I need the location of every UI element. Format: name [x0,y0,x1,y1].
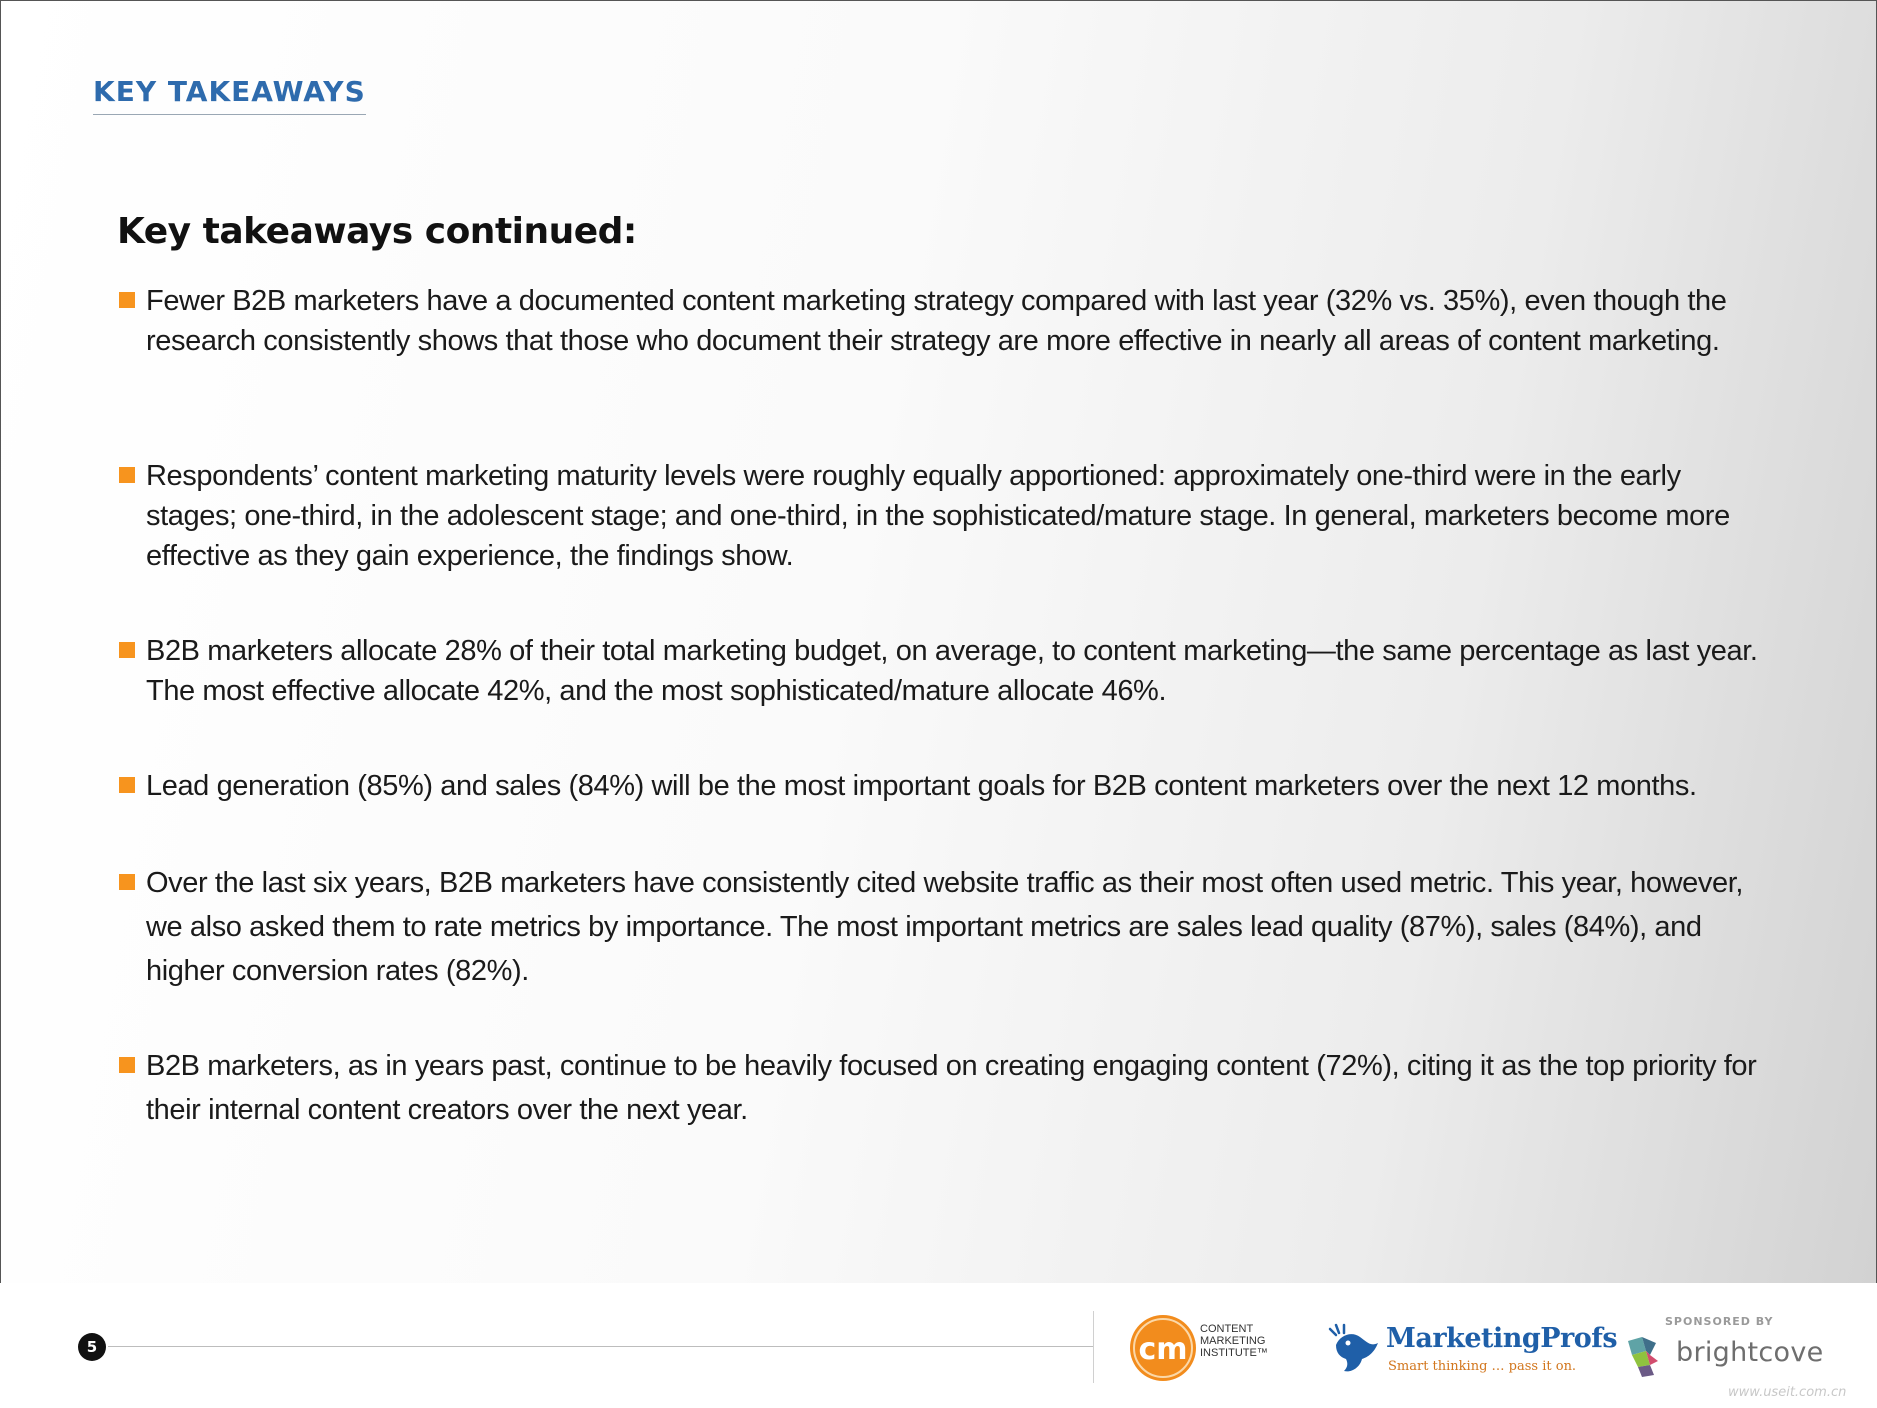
takeaway-item [117,281,1777,361]
bullet-square-icon [119,642,135,658]
marketingprofs-name: MarketingProfs [1386,1323,1618,1354]
watermark: www.useit.com.cn [1728,1385,1847,1400]
takeaway-text: Respondents’ content marketing maturity levels were roughly equally apportioned: approximately one-third were in the early stages; one-third, in the adolescent stage; and one-third, in the sophisticated/mature stage. In general, marketers become more effective as they gain experience, the findings show. [146,460,1730,572]
bullet-square-icon [119,777,135,793]
bullet-square-icon [119,874,135,890]
takeaway-item [117,766,1697,806]
takeaway-item [117,861,1777,993]
cmi-line: MARKETING [1200,1335,1266,1347]
bullet-square-icon [119,292,135,308]
cmi-line: INSTITUTE™ [1200,1347,1268,1359]
bullet-square-icon [119,1057,135,1073]
takeaway-item [117,631,1777,711]
takeaway-text: Fewer B2B marketers have a documented content marketing strategy compared with last year (32% vs. 35%), even though the research consistently shows that those who document their strategy are more effective in nearly all areas of content marketing. [146,285,1727,357]
brightcove-name: brightcove [1676,1337,1824,1368]
cmi-logo-icon [1128,1313,1198,1383]
takeaway-item [117,1044,1777,1132]
footer [0,1283,1877,1408]
cmi-wordmark [1200,1323,1268,1359]
takeaway-item [117,456,1777,576]
footer-vertical-divider [1093,1311,1094,1383]
sponsored-by-label: SPONSORED BY [1665,1315,1774,1328]
page-number: 5 [78,1333,106,1361]
bullet-square-icon [119,467,135,483]
takeaway-text: B2B marketers, as in years past, continue to be heavily focused on creating engaging content (72%), citing it as the top priority for their internal content creators over the next year. [146,1050,1757,1126]
marketingprofs-tagline: Smart thinking … pass it on. [1388,1359,1577,1374]
marketingprofs-bird-icon [1326,1323,1382,1375]
cmi-line: CONTENT [1200,1323,1254,1335]
footer-divider [108,1346,1093,1347]
cmi-logo-mark: cm [1138,1332,1188,1367]
section-label: KEY TAKEAWAYS [93,75,366,115]
page-heading: Key takeaways continued: [117,211,637,252]
takeaway-text: B2B marketers allocate 28% of their total marketing budget, on average, to content marketing—the same percentage as last year. The most effective allocate 42%, and the most sophisticated/mature allocate 46%. [146,635,1758,707]
takeaway-text: Over the last six years, B2B marketers have consistently cited website traffic as their most often used metric. This year, however, we also asked them to rate metrics by importance. The most important metrics are sales lead quality (87%), sales (84%), and higher conversion rates (82%). [146,867,1744,987]
brightcove-logo-icon [1624,1333,1674,1379]
takeaway-text: Lead generation (85%) and sales (84%) will be the most important goals for B2B content marketers over the next 12 months. [146,770,1697,802]
